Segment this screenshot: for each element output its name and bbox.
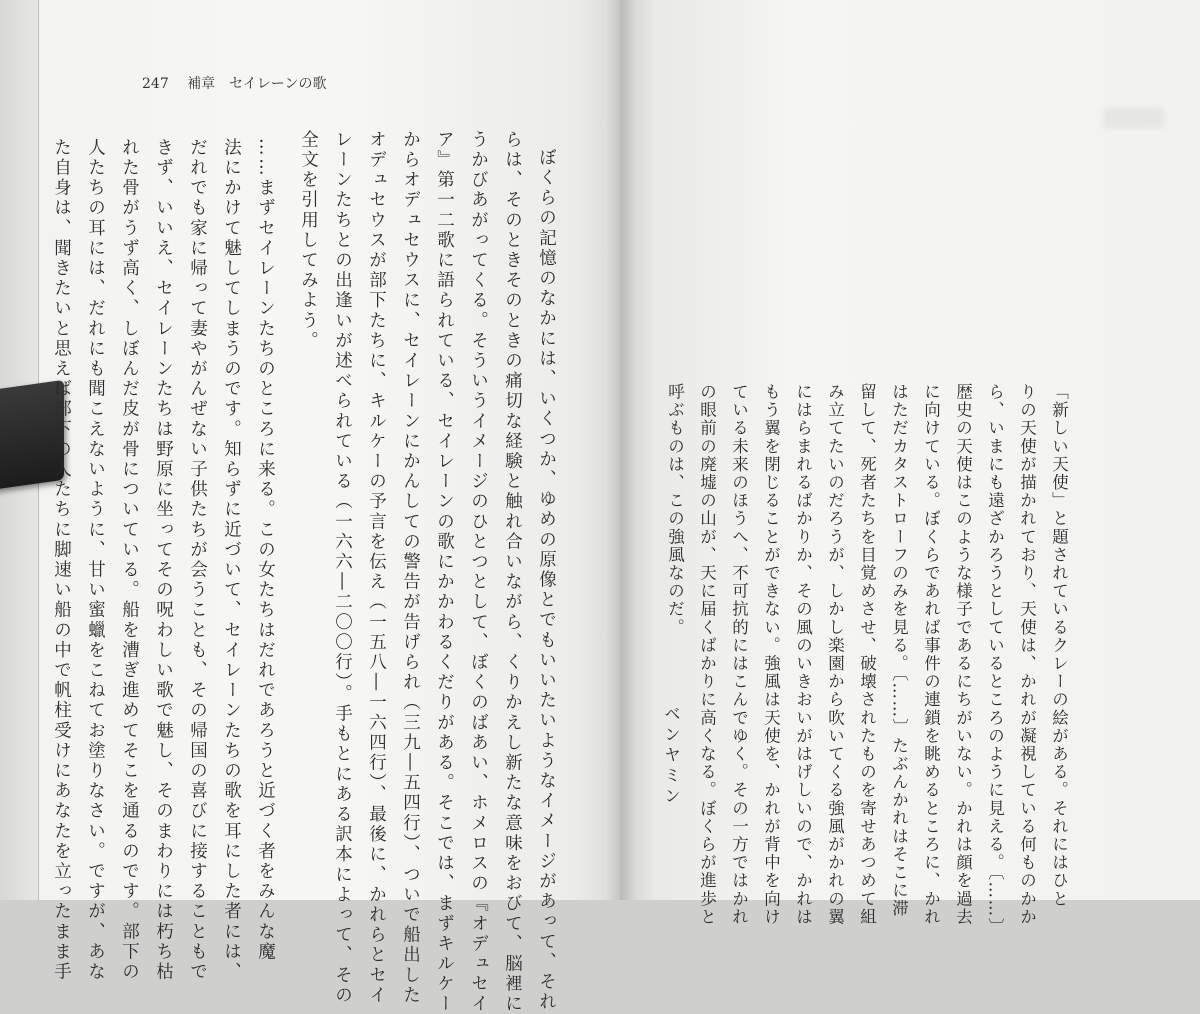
epigraph-column: にはらまれるばかりか、その風のいきおいがはげしいので、かれは: [793, 383, 813, 926]
text-column: 全文を引用してみよう。: [298, 130, 319, 352]
epigraph-column: み立てたいのだろうが、しかし楽園から吹いてくる強風がかれの翼: [825, 383, 845, 926]
quote-column: きず、いいえ、セイレーンたちは野原に坐ってその呪わしい歌で魅し、そのまわりには朽ち枯: [153, 138, 174, 983]
quote-column: ……まずセイレーンたちのところに来る。この女たちはだれであろうと近づく者をみんな魔: [255, 138, 276, 963]
epigraph-column: りの天使が描かれており、天使は、かれが凝視している何ものかか: [1017, 383, 1037, 926]
epigraph-column: に向けている。ぼくらであれば事件の連鎖を眺めるところに、かれ: [921, 383, 941, 926]
quote-column: れた骨がうず高く、しぼんだ皮が骨についている。船を漕ぎ進めてそこを通るのです。部下の: [119, 138, 140, 983]
text-column: からオデュセウスに、セイレーンにかんしての警告が告げられ（三九―五四行）、ついで船出した: [400, 130, 421, 1006]
chapter-title: 補章 セイレーンの歌: [187, 76, 327, 92]
book-gutter: [606, 0, 636, 900]
text-column: オデュセウスが部下たちに、キルケーの予言を伝え（一五八―一六四行）、最後に、かれらとセイ: [366, 130, 387, 1006]
quote-column: た自身は、聞きたいと思えば部下の人たちに脚速い船の中で帆柱受けにあなたを立ったまま手: [51, 138, 72, 983]
quote-column: 法にかけて魅してしまうのです。知らずに近づいて、セイレーンたちの歌を耳にした者には、: [221, 138, 242, 983]
text-column: うかびあがってくる。そういうイメージのひとつとして、ぼくのばあい、ホメロスの『オデュセイ: [468, 130, 489, 1014]
quote-column: 人たちの耳には、だれにも聞こえないように、甘い蜜蠟をこねてお塗りなさい。ですが、あな: [85, 138, 106, 983]
text-column: レーンたちとの出逢いが述べられている（一六六―二〇〇行）。手もとにある訳本によって、その: [332, 130, 353, 1006]
text-column: ア』第一二歌に語られている、セイレーンの歌にかかわるくだりがある。そこでは、まずキルケー: [434, 130, 455, 1014]
epigraph-column: の眼前の廃墟の山が、天に届くばかりに高くなる。ぼくらが進歩と: [697, 383, 717, 926]
epigraph-column: もう翼を閉じることができない。強風は天使を、かれが背中を向け: [761, 383, 781, 926]
quote-column: だれでも家に帰って妻やがんぜない子供たちが会うことも、その帰国の喜びに接することもで: [187, 138, 208, 983]
epigraph-column: 留して、死者たちを目覚めさせ、破壊されたものを寄せあつめて組: [857, 383, 877, 926]
epigraph-column: 呼ぶものは、この強風なのだ。: [665, 383, 685, 637]
epigraph-attribution: ベンヤミン: [661, 705, 681, 808]
text-column: ぼくらの記憶のなかには、いくつか、ゆめの原像とでもいいたいようなイメージがあって、それ: [536, 148, 557, 1013]
text-column: らは、そのときそのときの痛切な経験と触れ合いながら、くりかえし新たな意味をおびて、脳裡に: [502, 130, 523, 1014]
epigraph-column: ら、いまにも遠ざかろうとしているところのように見える。〔……〕: [985, 383, 1005, 936]
epigraph-column: ている未来のほうへ、不可抗的にはこんでゆく。その一方ではかれ: [729, 383, 749, 926]
epigraph-column: はただカタストローフのみを見る。〔……〕たぶんかれはそこに滞: [889, 383, 909, 918]
show-through-text: [1104, 108, 1164, 128]
epigraph-column: 歴史の天使はこのような様子であるにちがいない。かれは顔を過去: [953, 383, 973, 926]
epigraph-column: 「新しい天使」と題されているクレーの絵がある。それにはひと: [1049, 383, 1069, 908]
page-number: 247: [142, 76, 169, 92]
page-header: [142, 73, 327, 93]
